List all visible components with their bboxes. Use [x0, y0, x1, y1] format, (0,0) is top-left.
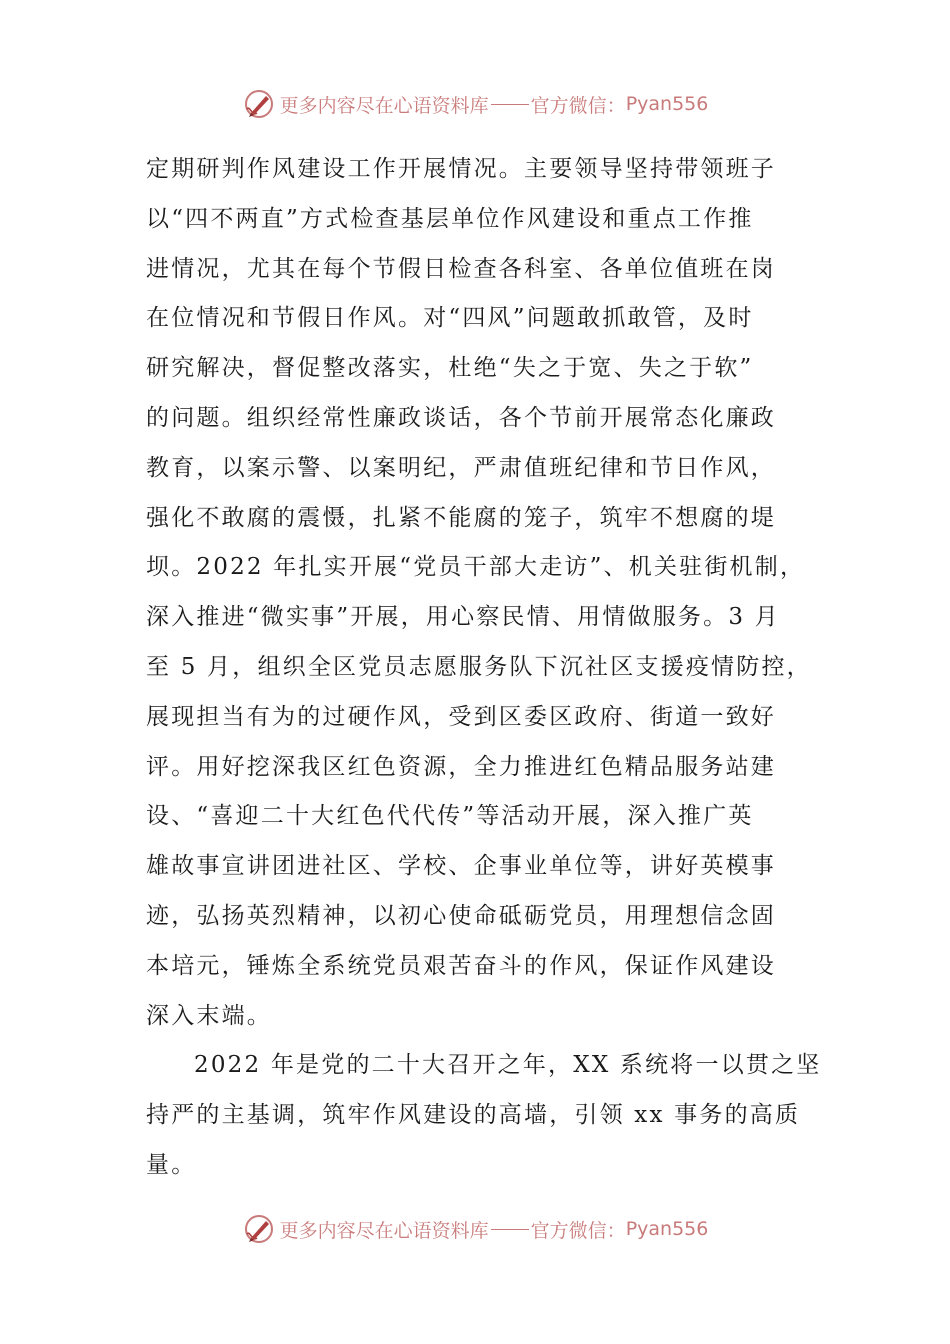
- pen-in-circle-logo-icon: [242, 1212, 276, 1246]
- pen-in-circle-logo-icon: [242, 87, 276, 121]
- text-line: 以“四不两直”方式检查基层单位作风建设和重点工作推: [146, 205, 754, 232]
- text-line: 深入推进“微实事”开展，用心察民情、用情做服务。3 月: [146, 604, 780, 631]
- text-line: 迹，弘扬英烈精神，以初心使命砥砺党员，用理想信念固: [146, 902, 776, 929]
- watermark-wechat-id: Pyan556: [625, 1218, 709, 1240]
- text-line: 研究解决，督促整改落实，杜绝“失之于宽、失之于软”: [146, 355, 754, 382]
- text-line: 在位情况和节假日作风。对“四风”问题敢抓敢管，及时: [146, 305, 754, 332]
- paragraph-1: [146, 145, 812, 1041]
- text-line: 坝。2022 年扎实开展“党员干部大走访”、机关驻街机制，: [146, 554, 806, 581]
- watermark-label: 官方微信：: [530, 94, 626, 117]
- text-line: 2022 年是党的二十大召开之年，XX 系统将一以贯之坚: [194, 1052, 822, 1079]
- watermark-main-text: 更多内容尽在心语资料库: [279, 1219, 489, 1242]
- text-line: 设、“喜迎二十大红色代代传”等活动开展，深入推广英: [146, 803, 754, 830]
- text-line: 雄故事宣讲团进社区、学校、企事业单位等，讲好英模事: [146, 853, 776, 880]
- watermark-label: 官方微信：: [530, 1219, 626, 1242]
- text-line: 持严的主基调，筑牢作风建设的高墙，引领 xx 事务的高质: [146, 1102, 801, 1129]
- watermark-separator: [491, 104, 529, 105]
- text-line: 本培元，锤炼全系统党员艰苦奋斗的作风，保证作风建设: [146, 952, 776, 979]
- paragraph-2: [146, 1041, 822, 1190]
- text-line: 的问题。组织经常性廉政谈话，各个节前开展常态化廉政: [146, 404, 776, 431]
- text-line: 展现担当有为的过硬作风，受到区委区政府、街道一致好: [146, 703, 776, 730]
- text-line: 至 5 月，组织全区党员志愿服务队下沉社区支援疫情防控，: [146, 653, 812, 680]
- header-watermark: [0, 84, 950, 124]
- text-line: 定期研判作风建设工作开展情况。主要领导坚持带领班子: [146, 156, 776, 182]
- watermark-wechat-id: Pyan556: [625, 93, 709, 115]
- watermark-separator: [491, 1229, 529, 1230]
- document-body: [146, 145, 822, 1191]
- text-line: 量。: [146, 1151, 197, 1178]
- watermark-main-text: 更多内容尽在心语资料库: [279, 94, 489, 117]
- text-line: 教育，以案示警、以案明纪，严肃值班纪律和节日作风，: [146, 454, 776, 481]
- text-line: 评。用好挖深我区红色资源，全力推进红色精品服务站建: [146, 753, 776, 780]
- text-line: 进情况，尤其在每个节假日检查各科室、各单位值班在岗: [146, 255, 776, 282]
- text-line: 强化不敢腐的震慑，扎紧不能腐的笼子，筑牢不想腐的堤: [146, 504, 776, 531]
- text-line: 深入末端。: [146, 1002, 272, 1029]
- footer-watermark: [0, 1209, 950, 1249]
